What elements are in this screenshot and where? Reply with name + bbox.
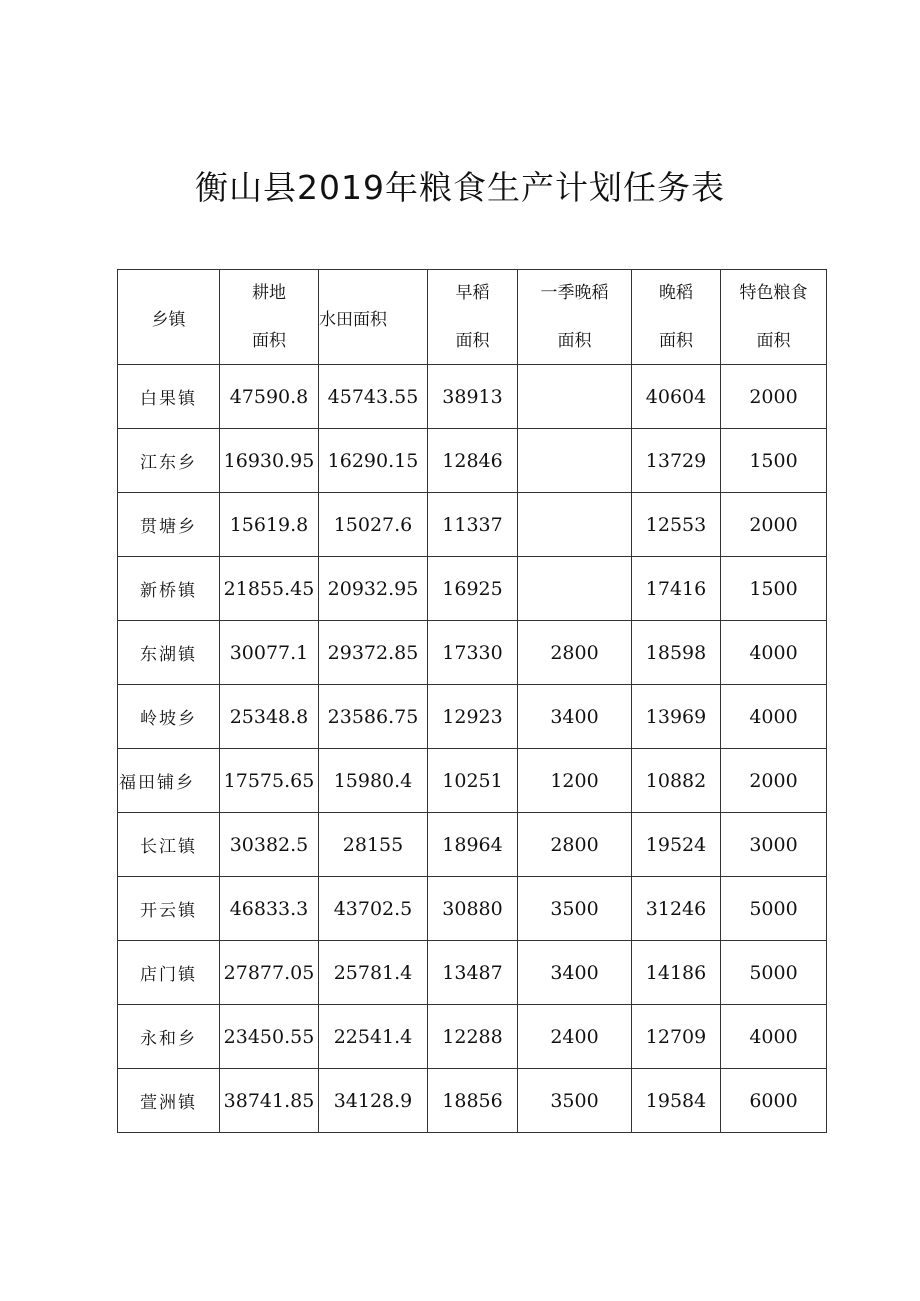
header-special-grain-line1: 特色粮食 (739, 283, 808, 303)
cell-farmland: 23450.55 (220, 1005, 319, 1069)
cell-special-grain: 4000 (721, 685, 827, 749)
cell-late-rice: 13969 (632, 685, 721, 749)
cell-farmland: 27877.05 (220, 941, 319, 1005)
cell-early-rice: 13487 (428, 941, 518, 1005)
cell-town: 永和乡 (118, 1005, 220, 1069)
cell-farmland: 21855.45 (220, 557, 319, 621)
cell-single-late-rice (518, 557, 632, 621)
table-row (118, 365, 827, 429)
grain-plan-table (117, 269, 827, 1133)
cell-single-late-rice (518, 493, 632, 557)
cell-early-rice: 12846 (428, 429, 518, 493)
table-row (118, 749, 827, 813)
cell-farmland: 17575.65 (220, 749, 319, 813)
cell-single-late-rice: 3400 (518, 941, 632, 1005)
cell-early-rice: 18856 (428, 1069, 518, 1133)
header-row (118, 270, 827, 365)
header-late-rice (632, 270, 721, 365)
cell-paddy: 22541.4 (319, 1005, 428, 1069)
cell-late-rice: 17416 (632, 557, 721, 621)
cell-special-grain: 4000 (721, 621, 827, 685)
cell-late-rice: 12709 (632, 1005, 721, 1069)
cell-single-late-rice: 2400 (518, 1005, 632, 1069)
page-title: 衡山县2019年粮食生产计划任务表 (195, 168, 725, 207)
cell-town: 江东乡 (118, 429, 220, 493)
cell-late-rice: 31246 (632, 877, 721, 941)
cell-special-grain: 3000 (721, 813, 827, 877)
table-row (118, 1005, 827, 1069)
cell-special-grain: 5000 (721, 941, 827, 1005)
cell-single-late-rice: 2800 (518, 621, 632, 685)
cell-special-grain: 2000 (721, 493, 827, 557)
cell-late-rice: 13729 (632, 429, 721, 493)
cell-late-rice: 14186 (632, 941, 721, 1005)
header-farmland-line2: 面积 (252, 331, 286, 351)
header-early-rice (428, 270, 518, 365)
cell-farmland: 15619.8 (220, 493, 319, 557)
cell-paddy: 23586.75 (319, 685, 428, 749)
cell-paddy: 15980.4 (319, 749, 428, 813)
cell-early-rice: 10251 (428, 749, 518, 813)
cell-single-late-rice: 3400 (518, 685, 632, 749)
cell-single-late-rice (518, 429, 632, 493)
cell-town: 新桥镇 (118, 557, 220, 621)
header-early-rice-line1: 早稻 (455, 283, 490, 303)
cell-town: 岭坡乡 (118, 685, 220, 749)
header-town-label: 乡镇 (151, 309, 186, 330)
cell-farmland: 46833.3 (220, 877, 319, 941)
cell-special-grain: 2000 (721, 749, 827, 813)
cell-town: 店门镇 (118, 941, 220, 1005)
table-row (118, 429, 827, 493)
cell-early-rice: 30880 (428, 877, 518, 941)
cell-paddy: 16290.15 (319, 429, 428, 493)
cell-paddy: 28155 (319, 813, 428, 877)
cell-paddy: 20932.95 (319, 557, 428, 621)
header-late-rice-line2: 面积 (659, 331, 693, 351)
cell-town: 福田铺乡 (118, 749, 220, 813)
cell-single-late-rice (518, 365, 632, 429)
cell-farmland: 16930.95 (220, 429, 319, 493)
cell-farmland: 30077.1 (220, 621, 319, 685)
cell-early-rice: 18964 (428, 813, 518, 877)
header-special-grain-line2: 面积 (756, 331, 791, 351)
cell-special-grain: 2000 (721, 365, 827, 429)
table-row (118, 557, 827, 621)
cell-early-rice: 16925 (428, 557, 518, 621)
header-early-rice-line2: 面积 (455, 331, 490, 351)
cell-early-rice: 38913 (428, 365, 518, 429)
cell-late-rice: 12553 (632, 493, 721, 557)
cell-town: 东湖镇 (118, 621, 220, 685)
header-special-grain (721, 270, 827, 365)
cell-town: 长江镇 (118, 813, 220, 877)
cell-late-rice: 40604 (632, 365, 721, 429)
cell-town: 萱洲镇 (118, 1069, 220, 1133)
header-single-late-rice (518, 270, 632, 365)
cell-special-grain: 4000 (721, 1005, 827, 1069)
cell-early-rice: 17330 (428, 621, 518, 685)
cell-single-late-rice: 2800 (518, 813, 632, 877)
cell-late-rice: 19524 (632, 813, 721, 877)
header-late-rice-line1: 晚稻 (659, 283, 693, 303)
cell-single-late-rice: 3500 (518, 1069, 632, 1133)
cell-farmland: 47590.8 (220, 365, 319, 429)
cell-late-rice: 19584 (632, 1069, 721, 1133)
header-town (118, 270, 220, 365)
cell-farmland: 30382.5 (220, 813, 319, 877)
cell-farmland: 25348.8 (220, 685, 319, 749)
cell-special-grain: 1500 (721, 557, 827, 621)
header-single-late-rice-line2: 面积 (557, 331, 592, 351)
table-row (118, 685, 827, 749)
cell-town: 贯塘乡 (118, 493, 220, 557)
cell-late-rice: 10882 (632, 749, 721, 813)
cell-farmland: 38741.85 (220, 1069, 319, 1133)
cell-early-rice: 12288 (428, 1005, 518, 1069)
header-paddy (319, 270, 428, 365)
table-row (118, 621, 827, 685)
cell-paddy: 34128.9 (319, 1069, 428, 1133)
table-row (118, 813, 827, 877)
header-farmland-line1: 耕地 (252, 283, 286, 303)
table-row (118, 493, 827, 557)
table-row (118, 877, 827, 941)
header-farmland (220, 270, 319, 365)
table-row (118, 941, 827, 1005)
cell-paddy: 29372.85 (319, 621, 428, 685)
header-single-late-rice-line1: 一季晚稻 (540, 283, 609, 303)
cell-single-late-rice: 3500 (518, 877, 632, 941)
cell-special-grain: 5000 (721, 877, 827, 941)
table-row (118, 1069, 827, 1133)
cell-special-grain: 6000 (721, 1069, 827, 1133)
cell-paddy: 45743.55 (319, 365, 428, 429)
cell-early-rice: 11337 (428, 493, 518, 557)
cell-single-late-rice: 1200 (518, 749, 632, 813)
cell-late-rice: 18598 (632, 621, 721, 685)
header-paddy-label: 水田面积 (319, 309, 387, 330)
cell-special-grain: 1500 (721, 429, 827, 493)
cell-early-rice: 12923 (428, 685, 518, 749)
cell-paddy: 25781.4 (319, 941, 428, 1005)
cell-paddy: 43702.5 (319, 877, 428, 941)
cell-paddy: 15027.6 (319, 493, 428, 557)
cell-town: 白果镇 (118, 365, 220, 429)
cell-town: 开云镇 (118, 877, 220, 941)
